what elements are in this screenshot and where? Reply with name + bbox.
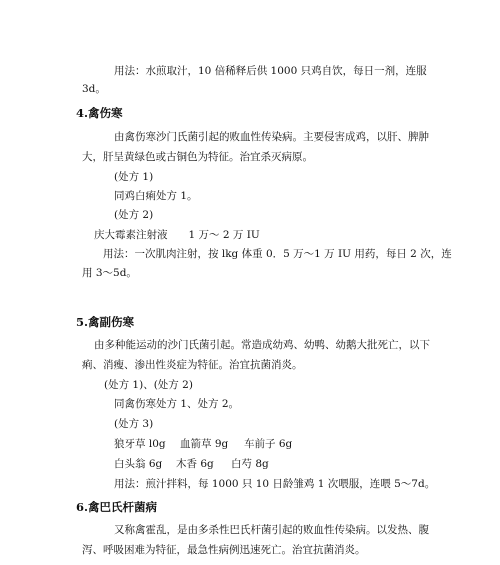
desc-4-line-1: 由禽伤寒沙门氏菌引起的败血性传染病。主要侵害成鸡，以肝、脾肿 (114, 131, 429, 143)
usage-line-3-2: 3d。 (82, 83, 106, 95)
herb-baishao: 白芍 8g (231, 458, 269, 470)
desc-6-line-2: 泻、呼吸困难为特征，最急性病例迅速死亡。治宜抗菌消炎。 (82, 544, 366, 556)
usage-line-3-1: 用法：水煎取汁，10 倍稀释后供 1000 只鸡自饮，每日一剂，连服 (114, 65, 427, 77)
prescription-5-1-2-label: (处方 1)、(处方 2) (104, 379, 193, 391)
prescription-4-2-label: (处方 2) (114, 209, 154, 221)
desc-4-line-2: 大，肝呈黄绿色或古铜色为特征。治宜杀灭病原。 (82, 151, 313, 163)
usage-5-line-1: 用法：煎汁拌料，每 1000 只 10 日龄雏鸡 1 次喂服，连喂 5～7d。 (114, 478, 436, 490)
herb-cheqianzi: 车前子 6g (244, 438, 293, 450)
desc-5-line-2: 痢、消瘦、渗出性炎症为特征。治宜抗菌消炎。 (82, 359, 303, 371)
herb-langyacao: 狼牙草 l0g (114, 438, 166, 450)
prescription-5-3-label: (处方 3) (114, 418, 154, 430)
section-heading-5: 5.禽副伤寒 (76, 315, 135, 329)
prescription-4-1-text: 同鸡白痢处方 1。 (114, 190, 198, 202)
prescription-5-1-2-text: 同禽伤寒处方 1、处方 2。 (114, 398, 240, 410)
herb-xuejiancao: 血箭草 9g (180, 438, 229, 450)
prescription-4-2-drug: 庆大霉素注射液 1 万～ 2 万 IU (94, 229, 260, 241)
section-heading-4: 4.禽伤寒 (76, 106, 123, 120)
herb-muxiang: 木香 6g (176, 458, 214, 470)
section-heading-6: 6.禽巴氏杆菌病 (76, 500, 158, 514)
desc-5-line-1: 由多种能运动的沙门氏菌引起。常造成幼鸡、幼鸭、幼鹅大批死亡，以下 (94, 339, 430, 351)
herb-baitouweng: 白头翁 6g (114, 458, 163, 470)
desc-6-line-1: 又称禽霍乱，是由多杀性巴氏杆菌引起的败血性传染病。以发热、腹 (114, 524, 429, 536)
usage-4-line-1: 用法：一次肌肉注射，按 lkg 体重 0．5 万～1 万 IU 用药，每日 2 次，连 (103, 248, 452, 260)
prescription-4-1-label: (处方 1) (114, 171, 154, 183)
usage-4-line-2: 用 3～5d。 (82, 267, 137, 279)
